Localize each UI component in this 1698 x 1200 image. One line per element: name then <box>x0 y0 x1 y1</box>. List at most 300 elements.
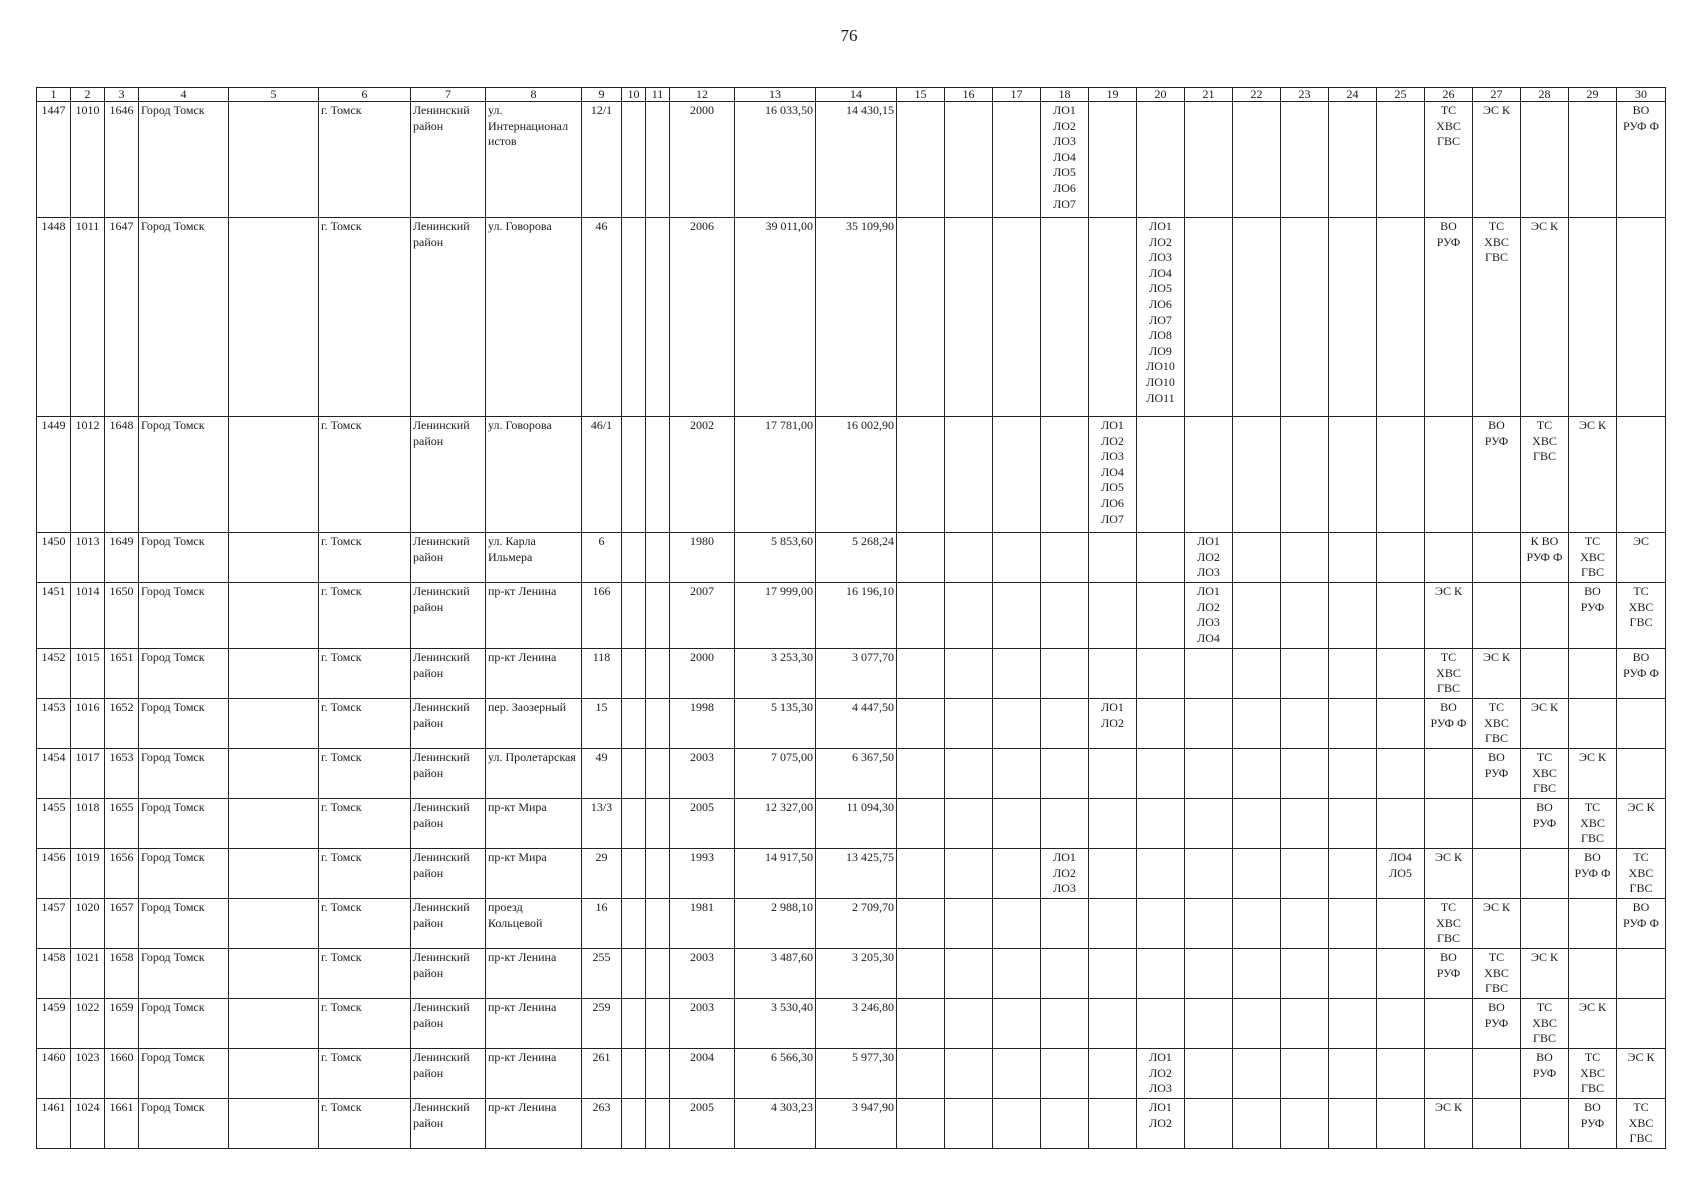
table-cell-col-1: 1454 <box>37 749 71 799</box>
table-cell-col-20 <box>1137 417 1185 533</box>
column-header: 14 <box>816 88 897 102</box>
table-cell-col-1: 1455 <box>37 799 71 849</box>
table-cell-col-7: Ленинский район <box>411 533 486 583</box>
table-cell-col-1: 1451 <box>37 583 71 649</box>
table-cell-col-3: 1650 <box>105 583 139 649</box>
table-cell-col-3: 1651 <box>105 649 139 699</box>
registry-table <box>36 87 1666 1149</box>
table-cell-col-4: Город Томск <box>139 749 229 799</box>
table-cell-col-4: Город Томск <box>139 899 229 949</box>
column-header: 20 <box>1137 88 1185 102</box>
table-cell-col-22 <box>1233 849 1281 899</box>
table-cell-col-12: 1981 <box>670 899 735 949</box>
table-cell-col-15 <box>897 649 945 699</box>
table-cell-col-2: 1018 <box>71 799 105 849</box>
column-header: 24 <box>1329 88 1377 102</box>
table-cell-col-3: 1660 <box>105 1049 139 1099</box>
table-cell-col-30: ТС ХВС ГВС <box>1617 849 1666 899</box>
table-cell-col-2: 1016 <box>71 699 105 749</box>
table-cell-col-7: Ленинский район <box>411 102 486 218</box>
table-cell-col-5 <box>229 949 319 999</box>
table-cell-col-15 <box>897 999 945 1049</box>
table-cell-col-3: 1656 <box>105 849 139 899</box>
table-cell-col-6: г. Томск <box>319 417 411 533</box>
table-cell-col-10 <box>622 218 646 417</box>
table-cell-col-18 <box>1041 583 1089 649</box>
table-cell-col-1: 1457 <box>37 899 71 949</box>
table-cell-col-1: 1458 <box>37 949 71 999</box>
table-cell-col-16 <box>945 699 993 749</box>
table-cell-col-13: 14 917,50 <box>735 849 816 899</box>
table-cell-col-20: ЛО1 ЛО2 <box>1137 1099 1185 1149</box>
table-cell-col-12: 1993 <box>670 849 735 899</box>
table-cell-col-21 <box>1185 849 1233 899</box>
table-cell-col-26 <box>1425 999 1473 1049</box>
table-cell-col-10 <box>622 699 646 749</box>
table-cell-col-14: 4 447,50 <box>816 699 897 749</box>
table-cell-col-14: 6 367,50 <box>816 749 897 799</box>
table-cell-col-22 <box>1233 533 1281 583</box>
table-cell-col-10 <box>622 583 646 649</box>
table-cell-col-19 <box>1089 533 1137 583</box>
table-cell-col-28 <box>1521 649 1569 699</box>
table-cell-col-14: 3 246,80 <box>816 999 897 1049</box>
table-cell-col-14: 11 094,30 <box>816 799 897 849</box>
table-cell-col-19: ЛО1 ЛО2 <box>1089 699 1137 749</box>
table-cell-col-22 <box>1233 699 1281 749</box>
table-cell-col-30: ЭС К <box>1617 1049 1666 1099</box>
column-header: 10 <box>622 88 646 102</box>
table-cell-col-10 <box>622 417 646 533</box>
table-cell-col-3: 1657 <box>105 899 139 949</box>
table-cell-col-17 <box>993 649 1041 699</box>
table-cell-col-23 <box>1281 102 1329 218</box>
table-cell-col-1: 1447 <box>37 102 71 218</box>
table-cell-col-19 <box>1089 799 1137 849</box>
table-cell-col-24 <box>1329 417 1377 533</box>
table-cell-col-15 <box>897 849 945 899</box>
table-cell-col-4: Город Томск <box>139 799 229 849</box>
table-cell-col-14: 16 196,10 <box>816 583 897 649</box>
table-cell-col-30: ВО РУФ Ф <box>1617 102 1666 218</box>
table-cell-col-13: 17 999,00 <box>735 583 816 649</box>
column-header: 19 <box>1089 88 1137 102</box>
table-cell-col-22 <box>1233 899 1281 949</box>
column-header: 17 <box>993 88 1041 102</box>
table-cell-col-28 <box>1521 899 1569 949</box>
table-cell-col-28 <box>1521 102 1569 218</box>
table-cell-col-18 <box>1041 799 1089 849</box>
table-cell-col-17 <box>993 899 1041 949</box>
table-cell-col-21 <box>1185 749 1233 799</box>
table-cell-col-17 <box>993 799 1041 849</box>
table-row <box>37 583 1666 649</box>
column-header: 30 <box>1617 88 1666 102</box>
table-cell-col-25 <box>1377 749 1425 799</box>
table-cell-col-25 <box>1377 899 1425 949</box>
table-cell-col-3: 1655 <box>105 799 139 849</box>
table-row <box>37 699 1666 749</box>
table-cell-col-9: 15 <box>582 699 622 749</box>
table-cell-col-9: 46 <box>582 218 622 417</box>
column-header: 7 <box>411 88 486 102</box>
table-cell-col-10 <box>622 533 646 583</box>
table-cell-col-6: г. Томск <box>319 699 411 749</box>
table-cell-col-2: 1020 <box>71 899 105 949</box>
table-cell-col-20 <box>1137 102 1185 218</box>
table-cell-col-23 <box>1281 583 1329 649</box>
table-cell-col-12: 2002 <box>670 417 735 533</box>
table-row <box>37 1099 1666 1149</box>
table-cell-col-14: 35 109,90 <box>816 218 897 417</box>
table-cell-col-8: пр-кт Ленина <box>486 1049 582 1099</box>
table-row <box>37 218 1666 417</box>
table-cell-col-22 <box>1233 749 1281 799</box>
table-cell-col-21: ЛО1 ЛО2 ЛО3 <box>1185 533 1233 583</box>
table-cell-col-6: г. Томск <box>319 949 411 999</box>
table-cell-col-19 <box>1089 218 1137 417</box>
table-cell-col-15 <box>897 533 945 583</box>
table-cell-col-22 <box>1233 649 1281 699</box>
table-cell-col-4: Город Томск <box>139 649 229 699</box>
table-cell-col-8: пр-кт Мира <box>486 799 582 849</box>
table-cell-col-11 <box>646 649 670 699</box>
table-cell-col-9: 46/1 <box>582 417 622 533</box>
table-cell-col-2: 1022 <box>71 999 105 1049</box>
table-cell-col-23 <box>1281 1049 1329 1099</box>
table-cell-col-3: 1658 <box>105 949 139 999</box>
table-row <box>37 417 1666 533</box>
table-cell-col-15 <box>897 583 945 649</box>
table-cell-col-25 <box>1377 1099 1425 1149</box>
table-cell-col-23 <box>1281 749 1329 799</box>
table-cell-col-7: Ленинский район <box>411 699 486 749</box>
table-cell-col-27: ТС ХВС ГВС <box>1473 949 1521 999</box>
table-cell-col-10 <box>622 749 646 799</box>
table-cell-col-25 <box>1377 102 1425 218</box>
table-cell-col-24 <box>1329 583 1377 649</box>
table-cell-col-8: пр-кт Ленина <box>486 583 582 649</box>
table-cell-col-2: 1019 <box>71 849 105 899</box>
table-cell-col-13: 5 135,30 <box>735 699 816 749</box>
table-cell-col-16 <box>945 849 993 899</box>
table-cell-col-6: г. Томск <box>319 899 411 949</box>
table-cell-col-14: 13 425,75 <box>816 849 897 899</box>
column-header: 15 <box>897 88 945 102</box>
table-cell-col-27: ЭС К <box>1473 102 1521 218</box>
table-cell-col-6: г. Томск <box>319 1099 411 1149</box>
table-cell-col-6: г. Томск <box>319 649 411 699</box>
table-cell-col-26: ЭС К <box>1425 1099 1473 1149</box>
table-cell-col-20 <box>1137 699 1185 749</box>
table-cell-col-27 <box>1473 849 1521 899</box>
table-cell-col-4: Город Томск <box>139 699 229 749</box>
table-cell-col-12: 2003 <box>670 999 735 1049</box>
table-cell-col-12: 2007 <box>670 583 735 649</box>
table-cell-col-5 <box>229 649 319 699</box>
table-cell-col-24 <box>1329 799 1377 849</box>
table-cell-col-24 <box>1329 533 1377 583</box>
table-cell-col-23 <box>1281 1099 1329 1149</box>
table-cell-col-12: 2005 <box>670 1099 735 1149</box>
table-cell-col-14: 3 947,90 <box>816 1099 897 1149</box>
table-cell-col-17 <box>993 417 1041 533</box>
table-cell-col-26 <box>1425 749 1473 799</box>
table-cell-col-17 <box>993 999 1041 1049</box>
table-cell-col-17 <box>993 102 1041 218</box>
table-cell-col-29: ТС ХВС ГВС <box>1569 1049 1617 1099</box>
table-cell-col-4: Город Томск <box>139 1099 229 1149</box>
table-cell-col-25 <box>1377 533 1425 583</box>
table-cell-col-16 <box>945 899 993 949</box>
column-header: 1 <box>37 88 71 102</box>
table-cell-col-19 <box>1089 949 1137 999</box>
table-cell-col-20 <box>1137 533 1185 583</box>
table-cell-col-3: 1649 <box>105 533 139 583</box>
table-cell-col-9: 29 <box>582 849 622 899</box>
table-cell-col-28: ВО РУФ <box>1521 1049 1569 1099</box>
table-cell-col-16 <box>945 583 993 649</box>
table-cell-col-8: ул. Говорова <box>486 218 582 417</box>
table-cell-col-18 <box>1041 417 1089 533</box>
table-cell-col-20 <box>1137 799 1185 849</box>
table-cell-col-12: 2004 <box>670 1049 735 1099</box>
table-cell-col-4: Город Томск <box>139 218 229 417</box>
table-cell-col-1: 1450 <box>37 533 71 583</box>
table-cell-col-21: ЛО1 ЛО2 ЛО3 ЛО4 <box>1185 583 1233 649</box>
table-cell-col-2: 1017 <box>71 749 105 799</box>
table-cell-col-26: ЭС К <box>1425 849 1473 899</box>
table-cell-col-29: ЭС К <box>1569 417 1617 533</box>
table-cell-col-30: ТС ХВС ГВС <box>1617 1099 1666 1149</box>
table-cell-col-1: 1448 <box>37 218 71 417</box>
table-cell-col-24 <box>1329 999 1377 1049</box>
table-cell-col-21 <box>1185 417 1233 533</box>
table-cell-col-19: ЛО1 ЛО2 ЛО3 ЛО4 ЛО5 ЛО6 ЛО7 <box>1089 417 1137 533</box>
table-cell-col-21 <box>1185 899 1233 949</box>
table-cell-col-23 <box>1281 699 1329 749</box>
table-cell-col-6: г. Томск <box>319 1049 411 1099</box>
table-cell-col-26 <box>1425 799 1473 849</box>
table-cell-col-28: ЭС К <box>1521 699 1569 749</box>
table-cell-col-23 <box>1281 849 1329 899</box>
table-cell-col-10 <box>622 999 646 1049</box>
table-cell-col-27: ТС ХВС ГВС <box>1473 218 1521 417</box>
table-cell-col-10 <box>622 799 646 849</box>
table-cell-col-24 <box>1329 699 1377 749</box>
table-cell-col-4: Город Томск <box>139 849 229 899</box>
table-cell-col-11 <box>646 699 670 749</box>
table-cell-col-4: Город Томск <box>139 949 229 999</box>
table-cell-col-29: ЭС К <box>1569 749 1617 799</box>
table-cell-col-21 <box>1185 1099 1233 1149</box>
table-row <box>37 949 1666 999</box>
table-cell-col-18 <box>1041 649 1089 699</box>
table-cell-col-20 <box>1137 899 1185 949</box>
table-row <box>37 849 1666 899</box>
table-cell-col-28: ВО РУФ <box>1521 799 1569 849</box>
column-header: 27 <box>1473 88 1521 102</box>
table-cell-col-10 <box>622 102 646 218</box>
column-header: 2 <box>71 88 105 102</box>
table-cell-col-7: Ленинский район <box>411 849 486 899</box>
table-cell-col-5 <box>229 899 319 949</box>
table-cell-col-27: ВО РУФ <box>1473 749 1521 799</box>
table-cell-col-6: г. Томск <box>319 218 411 417</box>
table-cell-col-11 <box>646 417 670 533</box>
table-cell-col-16 <box>945 949 993 999</box>
table-cell-col-8: пр-кт Ленина <box>486 999 582 1049</box>
table-cell-col-25: ЛО4 ЛО5 <box>1377 849 1425 899</box>
table-cell-col-16 <box>945 649 993 699</box>
table-cell-col-29: ВО РУФ Ф <box>1569 849 1617 899</box>
table-cell-col-22 <box>1233 417 1281 533</box>
table-cell-col-5 <box>229 999 319 1049</box>
column-header: 6 <box>319 88 411 102</box>
table-cell-col-4: Город Томск <box>139 583 229 649</box>
table-cell-col-22 <box>1233 999 1281 1049</box>
table-cell-col-10 <box>622 949 646 999</box>
table-cell-col-29 <box>1569 699 1617 749</box>
table-cell-col-12: 2003 <box>670 949 735 999</box>
table-cell-col-5 <box>229 417 319 533</box>
table-cell-col-2: 1014 <box>71 583 105 649</box>
table-cell-col-12: 2006 <box>670 218 735 417</box>
table-cell-col-18 <box>1041 899 1089 949</box>
table-cell-col-29 <box>1569 949 1617 999</box>
table-row <box>37 749 1666 799</box>
table-cell-col-19 <box>1089 999 1137 1049</box>
table-cell-col-23 <box>1281 899 1329 949</box>
table-cell-col-17 <box>993 1099 1041 1149</box>
table-cell-col-1: 1456 <box>37 849 71 899</box>
table-cell-col-11 <box>646 949 670 999</box>
table-cell-col-7: Ленинский район <box>411 218 486 417</box>
table-cell-col-29: ВО РУФ <box>1569 583 1617 649</box>
table-cell-col-11 <box>646 899 670 949</box>
table-cell-col-26: ТС ХВС ГВС <box>1425 899 1473 949</box>
table-cell-col-7: Ленинский район <box>411 1049 486 1099</box>
table-cell-col-1: 1459 <box>37 999 71 1049</box>
table-cell-col-20: ЛО1 ЛО2 ЛО3 ЛО4 ЛО5 ЛО6 ЛО7 ЛО8 ЛО9 ЛО10 ЛО10 ЛО11 <box>1137 218 1185 417</box>
table-cell-col-11 <box>646 749 670 799</box>
table-cell-col-12: 2000 <box>670 102 735 218</box>
table-cell-col-28: К ВО РУФ Ф <box>1521 533 1569 583</box>
table-cell-col-17 <box>993 949 1041 999</box>
table-cell-col-21 <box>1185 102 1233 218</box>
table-cell-col-20: ЛО1 ЛО2 ЛО3 <box>1137 1049 1185 1099</box>
table-cell-col-9: 255 <box>582 949 622 999</box>
table-cell-col-27: ЭС К <box>1473 899 1521 949</box>
table-cell-col-12: 2003 <box>670 749 735 799</box>
table-cell-col-5 <box>229 533 319 583</box>
table-cell-col-17 <box>993 849 1041 899</box>
table-cell-col-30: ЭС <box>1617 533 1666 583</box>
table-row <box>37 649 1666 699</box>
table-cell-col-18 <box>1041 749 1089 799</box>
table-cell-col-14: 14 430,15 <box>816 102 897 218</box>
table-cell-col-23 <box>1281 533 1329 583</box>
table-cell-col-13: 7 075,00 <box>735 749 816 799</box>
table-row <box>37 1049 1666 1099</box>
table-cell-col-16 <box>945 1099 993 1149</box>
table-cell-col-2: 1024 <box>71 1099 105 1149</box>
table-cell-col-30 <box>1617 749 1666 799</box>
table-cell-col-23 <box>1281 218 1329 417</box>
column-header: 21 <box>1185 88 1233 102</box>
table-cell-col-17 <box>993 218 1041 417</box>
table-cell-col-25 <box>1377 699 1425 749</box>
table-body <box>37 102 1666 1149</box>
table-cell-col-21 <box>1185 799 1233 849</box>
table-cell-col-16 <box>945 218 993 417</box>
table-cell-col-26: ТС ХВС ГВС <box>1425 102 1473 218</box>
column-header: 3 <box>105 88 139 102</box>
table-cell-col-27: ТС ХВС ГВС <box>1473 699 1521 749</box>
table-cell-col-16 <box>945 749 993 799</box>
table-cell-col-30: ЭС К <box>1617 799 1666 849</box>
table-cell-col-3: 1647 <box>105 218 139 417</box>
table-cell-col-20 <box>1137 583 1185 649</box>
table-cell-col-26 <box>1425 417 1473 533</box>
table-cell-col-30 <box>1617 218 1666 417</box>
table-cell-col-2: 1010 <box>71 102 105 218</box>
table-cell-col-4: Город Томск <box>139 102 229 218</box>
table-cell-col-5 <box>229 1099 319 1149</box>
table-cell-col-7: Ленинский район <box>411 749 486 799</box>
table-cell-col-7: Ленинский район <box>411 999 486 1049</box>
table-cell-col-28 <box>1521 583 1569 649</box>
table-cell-col-19 <box>1089 649 1137 699</box>
table-cell-col-15 <box>897 799 945 849</box>
table-cell-col-30 <box>1617 417 1666 533</box>
table-cell-col-27 <box>1473 1049 1521 1099</box>
table-cell-col-11 <box>646 799 670 849</box>
table-cell-col-13: 3 253,30 <box>735 649 816 699</box>
table-cell-col-6: г. Томск <box>319 799 411 849</box>
table-cell-col-11 <box>646 1049 670 1099</box>
table-cell-col-2: 1012 <box>71 417 105 533</box>
table-cell-col-27 <box>1473 1099 1521 1149</box>
table-row <box>37 799 1666 849</box>
table-cell-col-10 <box>622 1049 646 1099</box>
table-cell-col-5 <box>229 1049 319 1099</box>
table-cell-col-3: 1661 <box>105 1099 139 1149</box>
table-cell-col-11 <box>646 533 670 583</box>
table-cell-col-23 <box>1281 417 1329 533</box>
table-cell-col-30 <box>1617 999 1666 1049</box>
table-cell-col-4: Город Томск <box>139 1049 229 1099</box>
table-cell-col-24 <box>1329 1049 1377 1099</box>
table-cell-col-9: 263 <box>582 1099 622 1149</box>
table-cell-col-30 <box>1617 949 1666 999</box>
table-cell-col-14: 16 002,90 <box>816 417 897 533</box>
table-cell-col-21 <box>1185 1049 1233 1099</box>
table-cell-col-15 <box>897 1049 945 1099</box>
table-cell-col-15 <box>897 218 945 417</box>
table-cell-col-30 <box>1617 699 1666 749</box>
table-cell-col-13: 6 566,30 <box>735 1049 816 1099</box>
table-cell-col-6: г. Томск <box>319 583 411 649</box>
table-cell-col-21 <box>1185 218 1233 417</box>
table-cell-col-22 <box>1233 218 1281 417</box>
table-row <box>37 899 1666 949</box>
column-header: 16 <box>945 88 993 102</box>
table-cell-col-4: Город Томск <box>139 533 229 583</box>
table-cell-col-24 <box>1329 102 1377 218</box>
table-cell-col-15 <box>897 899 945 949</box>
table-cell-col-28: ЭС К <box>1521 949 1569 999</box>
